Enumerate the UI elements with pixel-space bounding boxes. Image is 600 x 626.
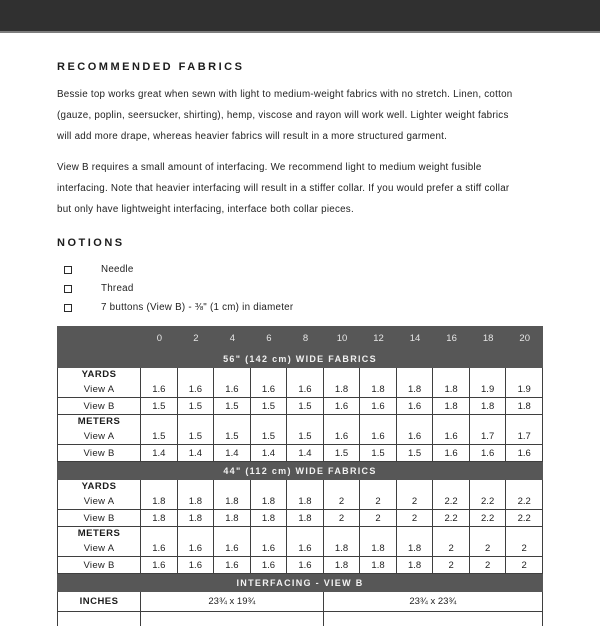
value-cell: 1.8: [433, 381, 470, 398]
value-cell: 1.6: [178, 540, 215, 557]
empty-cell: [324, 415, 361, 428]
interfacing-value-cell: 23¾ x 23¾: [324, 592, 543, 612]
unit-row: [57, 415, 543, 428]
view-data-row: [57, 493, 543, 510]
size-header-cell: 6: [251, 326, 288, 350]
value-cell: 1.6: [214, 540, 251, 557]
view-data-row: [57, 428, 543, 445]
value-cell: 1.6: [324, 398, 361, 415]
value-cell: 1.5: [287, 398, 324, 415]
value-cell: 1.4: [141, 445, 178, 462]
size-header-row: [57, 326, 543, 350]
value-cell: 1.9: [506, 381, 543, 398]
empty-cell: [397, 415, 434, 428]
value-cell: 1.6: [141, 557, 178, 574]
value-cell: 1.6: [360, 398, 397, 415]
value-cell: 2.2: [470, 510, 507, 527]
empty-cell: [141, 480, 178, 493]
empty-cell: [251, 527, 288, 540]
empty-cell: [506, 415, 543, 428]
notions-list: [57, 260, 543, 317]
value-cell: 1.6: [251, 540, 288, 557]
value-cell: 1.8: [324, 381, 361, 398]
empty-cell: [324, 480, 361, 493]
view-label-cell: View A: [57, 540, 141, 557]
unit-label-cell: INCHES: [57, 592, 141, 612]
value-cell: 2: [397, 510, 434, 527]
empty-cell: [433, 527, 470, 540]
unit-label-cell: METERS: [57, 527, 141, 540]
size-header-cell: 2: [178, 326, 215, 350]
value-cell: 1.8: [287, 493, 324, 510]
value-cell: 1.6: [397, 428, 434, 445]
view-data-row: [57, 540, 543, 557]
empty-cell: [178, 480, 215, 493]
view-data-row: [57, 445, 543, 462]
view-label-cell: View A: [57, 381, 141, 398]
empty-cell: [360, 415, 397, 428]
empty-cell: [506, 368, 543, 381]
value-cell: 2: [433, 540, 470, 557]
value-cell: 2: [324, 510, 361, 527]
value-cell: 1.8: [141, 493, 178, 510]
size-header-cell: 12: [360, 326, 397, 350]
recommended-fabrics-heading: RECOMMENDED FABRICS: [57, 61, 245, 73]
value-cell: 1.4: [287, 445, 324, 462]
value-cell: 2: [324, 493, 361, 510]
section-band-row: [57, 574, 543, 592]
value-cell: 1.6: [360, 428, 397, 445]
value-cell: 1.8: [214, 493, 251, 510]
empty-cell: [470, 415, 507, 428]
notions-heading: NOTIONS: [57, 237, 125, 249]
value-cell: 1.4: [178, 445, 215, 462]
value-cell: 1.8: [433, 398, 470, 415]
unit-row: [57, 480, 543, 493]
partial-row: [57, 612, 543, 626]
empty-cell: [287, 480, 324, 493]
value-cell: 2.2: [433, 493, 470, 510]
value-cell: 1.8: [251, 510, 288, 527]
value-cell: 1.5: [214, 398, 251, 415]
value-cell: 1.5: [141, 428, 178, 445]
unit-row: [57, 527, 543, 540]
value-cell: 1.7: [506, 428, 543, 445]
value-cell: 2.2: [506, 493, 543, 510]
empty-cell: [141, 527, 178, 540]
value-cell: 1.6: [251, 381, 288, 398]
empty-cell: [397, 480, 434, 493]
empty-cell: [214, 368, 251, 381]
empty-cell: [141, 415, 178, 428]
interfacing-data-row: [57, 592, 543, 612]
empty-cell: [251, 368, 288, 381]
value-cell: 2.2: [470, 493, 507, 510]
empty-cell: [287, 527, 324, 540]
checkbox-icon: [64, 285, 72, 293]
value-cell: 1.8: [287, 510, 324, 527]
view-data-row: [57, 510, 543, 527]
unit-row: [57, 368, 543, 381]
view-label-cell: View B: [57, 510, 141, 527]
value-cell: 1.6: [324, 428, 361, 445]
empty-cell: [57, 612, 141, 626]
notion-item: [57, 279, 543, 298]
text-line: will add more drape, whereas heavier fabrics will result in a more structured garment.: [57, 131, 448, 142]
value-cell: 1.6: [214, 381, 251, 398]
empty-cell: [287, 415, 324, 428]
empty-cell: [214, 480, 251, 493]
value-cell: 1.8: [251, 493, 288, 510]
view-label-cell: View B: [57, 445, 141, 462]
unit-label-cell: METERS: [57, 415, 141, 428]
unit-label-cell: YARDS: [57, 480, 141, 493]
text-line: interfacing. Note that heavier interfacing will result in a stiffer collar. If you would prefer a stiff collar: [57, 183, 510, 194]
empty-cell: [470, 480, 507, 493]
value-cell: 1.5: [141, 398, 178, 415]
empty-cell: [141, 612, 324, 626]
empty-cell: [360, 480, 397, 493]
value-cell: 1.8: [214, 510, 251, 527]
view-data-row: [57, 557, 543, 574]
empty-cell: [433, 415, 470, 428]
value-cell: 2: [360, 510, 397, 527]
empty-cell: [433, 368, 470, 381]
text-line: but only have lightweight interfacing, interface both collar pieces.: [57, 204, 354, 215]
checkbox-icon: [64, 304, 72, 312]
value-cell: 1.6: [251, 557, 288, 574]
section-band-label: 44" (112 cm) WIDE FABRICS: [57, 462, 543, 480]
value-cell: 1.8: [506, 398, 543, 415]
notion-label: Needle: [101, 264, 134, 275]
value-cell: 1.8: [178, 510, 215, 527]
value-cell: 2: [397, 493, 434, 510]
value-cell: 1.6: [433, 445, 470, 462]
size-header-cell: 8: [287, 326, 324, 350]
value-cell: 1.8: [178, 493, 215, 510]
value-cell: 1.5: [360, 445, 397, 462]
empty-cell: [214, 415, 251, 428]
value-cell: 1.5: [178, 398, 215, 415]
notion-item: [57, 260, 543, 279]
value-cell: 1.4: [214, 445, 251, 462]
size-header-cell: 4: [214, 326, 251, 350]
section-band-row: [57, 462, 543, 480]
notion-item: [57, 298, 543, 317]
value-cell: 2: [506, 557, 543, 574]
size-header-empty-cell: [57, 326, 141, 350]
empty-cell: [251, 415, 288, 428]
value-cell: 1.6: [397, 398, 434, 415]
empty-cell: [324, 368, 361, 381]
value-cell: 1.5: [324, 445, 361, 462]
value-cell: 1.5: [397, 445, 434, 462]
value-cell: 2: [506, 540, 543, 557]
value-cell: 1.5: [178, 428, 215, 445]
value-cell: 2: [360, 493, 397, 510]
size-header-cell: 16: [433, 326, 470, 350]
empty-cell: [470, 368, 507, 381]
value-cell: 1.8: [360, 557, 397, 574]
text-line: (gauze, poplin, seersucker, shirting), hemp, viscose and rayon will work well. Lighter weight fabrics: [57, 110, 509, 121]
empty-cell: [287, 368, 324, 381]
page-content: [0, 60, 600, 626]
value-cell: 1.6: [287, 381, 324, 398]
empty-cell: [178, 368, 215, 381]
value-cell: 1.6: [141, 381, 178, 398]
view-data-row: [57, 381, 543, 398]
empty-cell: [141, 368, 178, 381]
empty-cell: [397, 527, 434, 540]
value-cell: 1.6: [178, 557, 215, 574]
empty-cell: [506, 480, 543, 493]
empty-cell: [360, 368, 397, 381]
value-cell: 1.5: [251, 398, 288, 415]
value-cell: 1.6: [141, 540, 178, 557]
size-header-cell: 0: [141, 326, 178, 350]
value-cell: 1.8: [324, 557, 361, 574]
value-cell: 1.6: [287, 540, 324, 557]
view-label-cell: View B: [57, 557, 141, 574]
value-cell: 1.6: [506, 445, 543, 462]
section-band-row: [57, 350, 543, 368]
value-cell: 1.8: [397, 381, 434, 398]
fabrics-paragraph-2: [57, 157, 543, 220]
empty-cell: [433, 480, 470, 493]
notion-label: Thread: [101, 283, 134, 294]
value-cell: 1.6: [214, 557, 251, 574]
size-header-cell: 20: [506, 326, 543, 350]
value-cell: 1.5: [287, 428, 324, 445]
fabrics-paragraph-1: [57, 84, 543, 147]
size-header-cell: 18: [470, 326, 507, 350]
size-header-cell: 10: [324, 326, 361, 350]
value-cell: 1.6: [287, 557, 324, 574]
value-cell: 1.8: [360, 540, 397, 557]
view-data-row: [57, 398, 543, 415]
value-cell: 2: [433, 557, 470, 574]
value-cell: 2.2: [506, 510, 543, 527]
empty-cell: [214, 527, 251, 540]
section-band-label: INTERFACING - VIEW B: [57, 574, 543, 592]
value-cell: 1.6: [178, 381, 215, 398]
fabric-requirements-table: [57, 326, 543, 626]
interfacing-value-cell: 23¾ x 19¾: [141, 592, 324, 612]
empty-cell: [397, 368, 434, 381]
view-label-cell: View A: [57, 493, 141, 510]
value-cell: 1.5: [251, 428, 288, 445]
value-cell: 1.9: [470, 381, 507, 398]
unit-label-cell: YARDS: [57, 368, 141, 381]
value-cell: 1.6: [470, 445, 507, 462]
value-cell: 2.2: [433, 510, 470, 527]
value-cell: 1.6: [433, 428, 470, 445]
empty-cell: [178, 527, 215, 540]
top-dark-bar: [0, 0, 600, 33]
text-line: View B requires a small amount of interfacing. We recommend light to medium weight fusible: [57, 162, 482, 173]
value-cell: 1.7: [470, 428, 507, 445]
notion-label: 7 buttons (View B) - ⅜" (1 cm) in diameter: [101, 302, 294, 313]
empty-cell: [324, 527, 361, 540]
text-line: Bessie top works great when sewn with light to medium-weight fabrics with no stretch. Linen, cotton: [57, 89, 513, 100]
value-cell: 1.4: [251, 445, 288, 462]
value-cell: 1.8: [141, 510, 178, 527]
value-cell: 1.8: [360, 381, 397, 398]
value-cell: 1.8: [324, 540, 361, 557]
section-band-label: 56" (142 cm) WIDE FABRICS: [57, 350, 543, 368]
empty-cell: [360, 527, 397, 540]
empty-cell: [470, 527, 507, 540]
size-header-cell: 14: [397, 326, 434, 350]
value-cell: 2: [470, 540, 507, 557]
value-cell: 2: [470, 557, 507, 574]
view-label-cell: View A: [57, 428, 141, 445]
value-cell: 1.5: [214, 428, 251, 445]
value-cell: 1.8: [397, 540, 434, 557]
empty-cell: [251, 480, 288, 493]
value-cell: 1.8: [397, 557, 434, 574]
empty-cell: [324, 612, 543, 626]
checkbox-icon: [64, 266, 72, 274]
empty-cell: [506, 527, 543, 540]
value-cell: 1.8: [470, 398, 507, 415]
view-label-cell: View B: [57, 398, 141, 415]
empty-cell: [178, 415, 215, 428]
